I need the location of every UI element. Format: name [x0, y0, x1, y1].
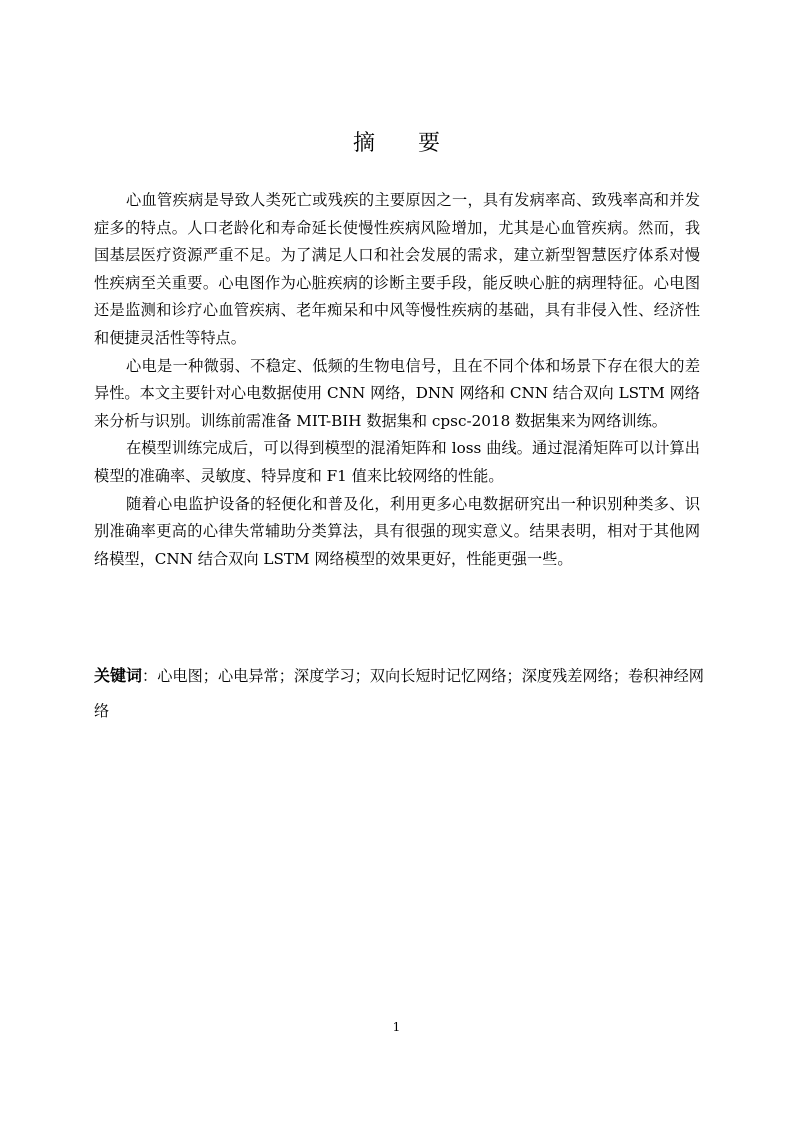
abstract-paragraph-4: 随着心电监护设备的轻便化和普及化，利用更多心电数据研究出一种识别种类多、识别准确率更高的心律失常辅助分类算法，具有很强的现实意义。结果表明，相对于其他网络模型，CNN 结合双向 LSTM 网络模型的效果更好，性能更强一些。: [94, 494, 700, 568]
abstract-body: [94, 187, 700, 573]
keywords-label: 关键词: [94, 666, 143, 685]
abstract-paragraph-2: 心电是一种微弱、不稳定、低频的生物电信号，且在不同个体和场景下存在很大的差异性。本文主要针对心电数据使用 CNN 网络，DNN 网络和 CNN 结合双向 LSTM 网络来分析与识别。训练前需准备 MIT-BIH 数据集和 cpsc-2018 数据集来为网络训练。: [94, 356, 700, 430]
keywords-text: 心电图；心电异常；深度学习；双向长短时记忆网络；深度残差网络；卷积神经网络: [94, 667, 704, 720]
keywords-line: [94, 658, 706, 729]
keywords-separator: ：: [142, 667, 158, 685]
abstract-paragraph-3: 在模型训练完成后，可以得到模型的混淆矩阵和 loss 曲线。通过混淆矩阵可以计算出模型的准确率、灵敏度、特异度和 F1 值来比较网络的性能。: [94, 439, 700, 485]
page-number: 1: [392, 1020, 401, 1034]
page-title: 摘 要: [353, 131, 458, 156]
abstract-paragraph-1: 心血管疾病是导致人类死亡或残疾的主要原因之一，具有发病率高、致残率高和并发症多的特点。人口老龄化和寿命延长使慢性疾病风险增加，尤其是心血管疾病。然而，我国基层医疗资源严重不足。为了满足人口和社会发展的需求，建立新型智慧医疗体系对慢性疾病至关重要。心电图作为心脏疾病的诊断主要手段，能反映心脏的病理特征。心电图还是监测和诊疗心血管疾病、老年痴呆和中风等慢性疾病的基础，具有非侵入性、经济性和便捷灵活性等特点。: [94, 191, 700, 347]
